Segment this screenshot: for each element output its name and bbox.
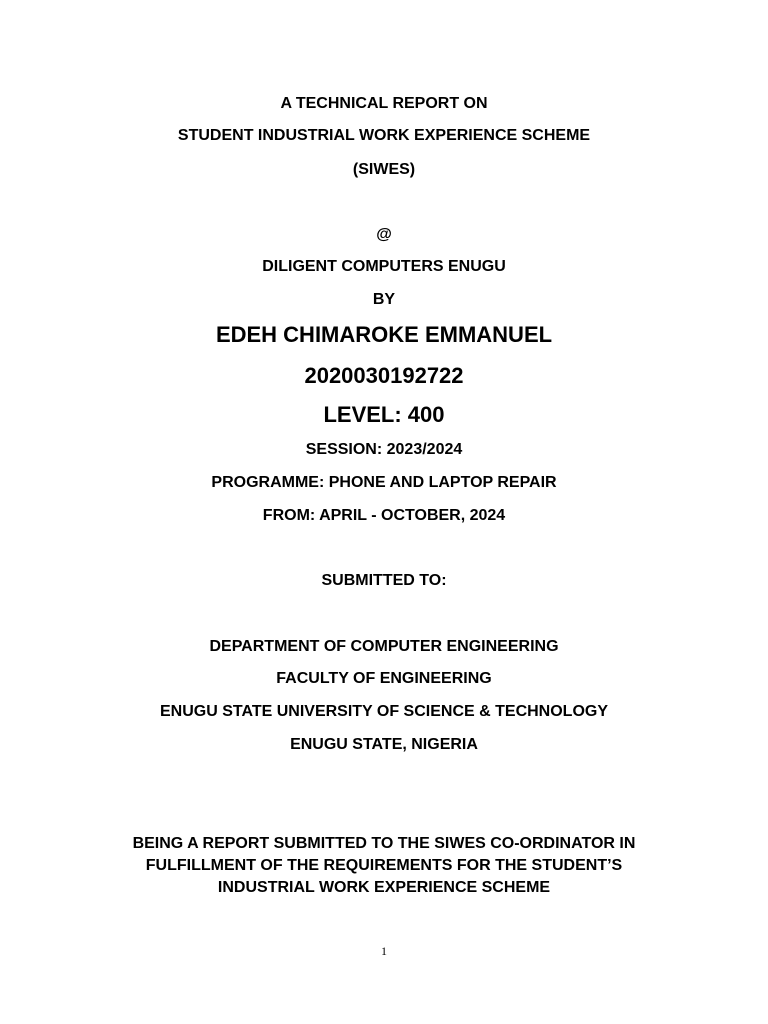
statement-line-1: BEING A REPORT SUBMITTED TO THE SIWES CO-ORDINATOR IN	[132, 835, 636, 852]
faculty: FACULTY OF ENGINEERING	[276, 670, 492, 687]
student-name: EDEH CHIMAROKE EMMANUEL	[215, 322, 553, 347]
page-number: 1	[381, 944, 387, 958]
university: ENUGU STATE UNIVERSITY OF SCIENCE & TECHNOLOGY	[159, 703, 609, 720]
student-level: LEVEL: 400	[323, 402, 445, 427]
report-title-line-2: STUDENT INDUSTRIAL WORK EXPERIENCE SCHEME	[177, 127, 591, 144]
report-title-line-1: A TECHNICAL REPORT ON	[280, 95, 488, 112]
submitted-to-label: SUBMITTED TO:	[321, 572, 447, 589]
statement-line-3: INDUSTRIAL WORK EXPERIENCE SCHEME	[217, 879, 551, 896]
at-symbol: @	[376, 226, 392, 243]
programme: PROGRAMME: PHONE AND LAPTOP REPAIR	[211, 474, 557, 491]
registration-number: 2020030192722	[304, 363, 464, 388]
company-name: DILIGENT COMPUTERS ENUGU	[262, 258, 506, 275]
period: FROM: APRIL - OCTOBER, 2024	[262, 507, 506, 524]
department: DEPARTMENT OF COMPUTER ENGINEERING	[209, 638, 559, 655]
report-title-line-3: (SIWES)	[352, 161, 416, 178]
statement-line-2: FULFILLMENT OF THE REQUIREMENTS FOR THE STUDENT’S	[145, 857, 623, 874]
location: ENUGU STATE, NIGERIA	[290, 736, 478, 753]
by-label: BY	[372, 291, 396, 308]
session: SESSION: 2023/2024	[305, 441, 463, 458]
